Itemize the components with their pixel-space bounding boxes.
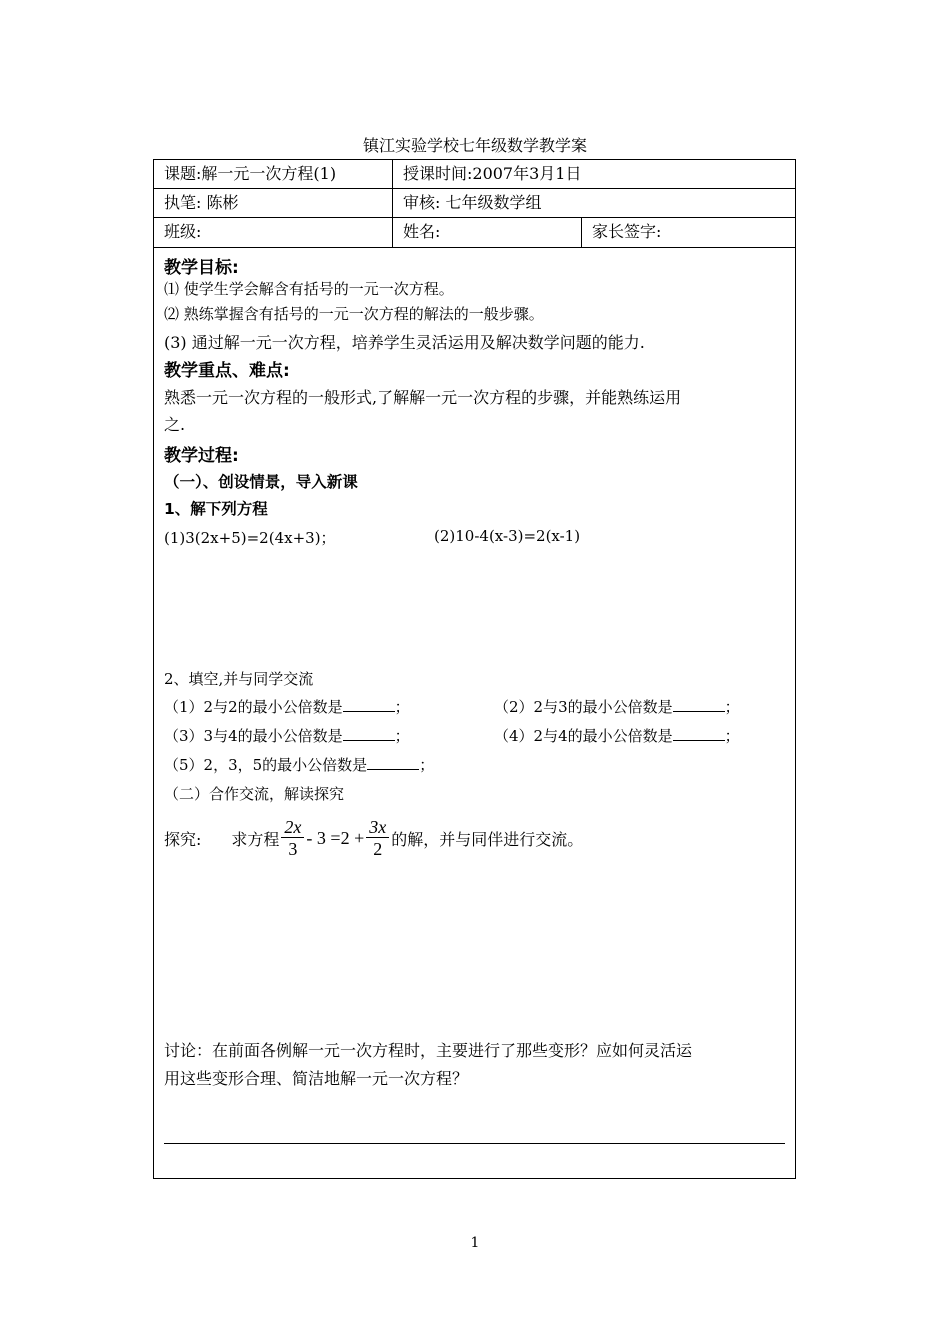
time-cell: 授课时间:2007年3月1日 xyxy=(392,160,795,188)
lesson-body xyxy=(154,248,795,1178)
fill-item-4-semicolon: ； xyxy=(724,727,740,745)
fill-item-3-semicolon: ； xyxy=(394,727,410,745)
equation-middle: - 3 =2 + xyxy=(306,827,365,848)
parent-signature-cell: 家长签字: xyxy=(581,218,795,247)
fill-item-5-text: （5）2，3，5的最小公倍数是 xyxy=(164,756,368,774)
fill-item-2-text: （2）2与3的最小公倍数是 xyxy=(494,698,673,716)
objectives-heading: 教学目标: xyxy=(164,258,239,278)
topic-cell: 课题:解一元一次方程(1) xyxy=(164,164,337,183)
explore-post-text: 的解，并与同伴进行交流。 xyxy=(391,829,584,849)
key-points-heading: 教学重点、难点: xyxy=(164,361,290,381)
header-row-1 xyxy=(154,160,795,189)
fill-item-2-semicolon: ； xyxy=(724,698,740,716)
header-row-3 xyxy=(154,218,795,248)
fill-blank-2[interactable] xyxy=(673,697,725,712)
discussion-line-2: 用这些变形合理、简洁地解一元一次方程？ xyxy=(164,1069,469,1088)
section-1-heading: （一）、创设情景，导入新课 xyxy=(164,473,358,491)
name-cell: 姓名: xyxy=(392,218,581,247)
key-points-line-2: 之. xyxy=(164,415,186,434)
fraction-2x-over-3 xyxy=(281,817,304,860)
answer-rule-line xyxy=(164,1143,785,1144)
fraction-2-denominator: 2 xyxy=(373,838,383,859)
process-heading: 教学过程: xyxy=(164,446,239,466)
fill-item-5 xyxy=(164,754,434,775)
fill-blank-1[interactable] xyxy=(343,697,395,712)
fill-blank-3[interactable] xyxy=(343,726,395,741)
subsection-1-heading: 1、解下列方程 xyxy=(164,500,268,518)
subsection-2-heading: 2、填空,并与同学交流 xyxy=(164,670,314,688)
fraction-3x-over-2 xyxy=(366,817,389,860)
fill-item-1-text: （1）2与2的最小公倍数是 xyxy=(164,698,343,716)
explore-pre-text: 求方程 xyxy=(231,829,280,849)
fill-item-3 xyxy=(164,725,410,746)
fill-item-2 xyxy=(494,696,740,717)
objective-3: (3) 通过解一元一次方程，培养学生灵活运用及解决数学问题的能力. xyxy=(164,333,645,352)
fraction-1-numerator: 2x xyxy=(281,817,304,838)
page-number: 1 xyxy=(470,1235,480,1251)
lesson-plan-table xyxy=(153,159,796,1179)
discussion-line-1: 讨论：在前面各例解一元一次方程时，主要进行了那些变形？应如何灵活运 xyxy=(164,1041,693,1060)
reviewer-cell: 审核: 七年级数学组 xyxy=(392,189,795,217)
fill-blank-4[interactable] xyxy=(673,726,725,741)
objective-1: ⑴ 使学生学会解含有括号的一元一次方程。 xyxy=(164,280,454,298)
section-2-heading: （二）合作交流，解读探究 xyxy=(164,785,345,803)
key-points-line-1: 熟悉一元一次方程的一般形式,了解解一元一次方程的步骤，并能熟练运用 xyxy=(164,388,682,407)
equation-2: (2)10-4(x-3)=2(x-1) xyxy=(434,527,581,545)
class-cell: 班级: xyxy=(164,222,202,241)
fill-item-3-text: （3）3与4的最小公倍数是 xyxy=(164,727,343,745)
fill-item-4 xyxy=(494,725,740,746)
fill-item-1-semicolon: ； xyxy=(394,698,410,716)
explore-line xyxy=(164,808,583,868)
fraction-1-denominator: 3 xyxy=(288,838,298,859)
fill-item-1 xyxy=(164,696,410,717)
fill-item-5-semicolon: ； xyxy=(419,756,435,774)
fill-blank-5[interactable] xyxy=(367,755,419,770)
document-title: 镇江实验学校七年级数学教学案 xyxy=(362,136,587,155)
explore-label: 探究: xyxy=(164,829,202,849)
fraction-2-numerator: 3x xyxy=(366,817,389,838)
header-row-2 xyxy=(154,189,795,218)
author-cell: 执笔: 陈彬 xyxy=(164,193,239,212)
equation-1: (1)3(2x+5)=2(4x+3)； xyxy=(164,529,336,547)
objective-2: ⑵ 熟练掌握含有括号的一元一次方程的解法的一般步骤。 xyxy=(164,305,544,323)
fill-item-4-text: （4）2与4的最小公倍数是 xyxy=(494,727,673,745)
